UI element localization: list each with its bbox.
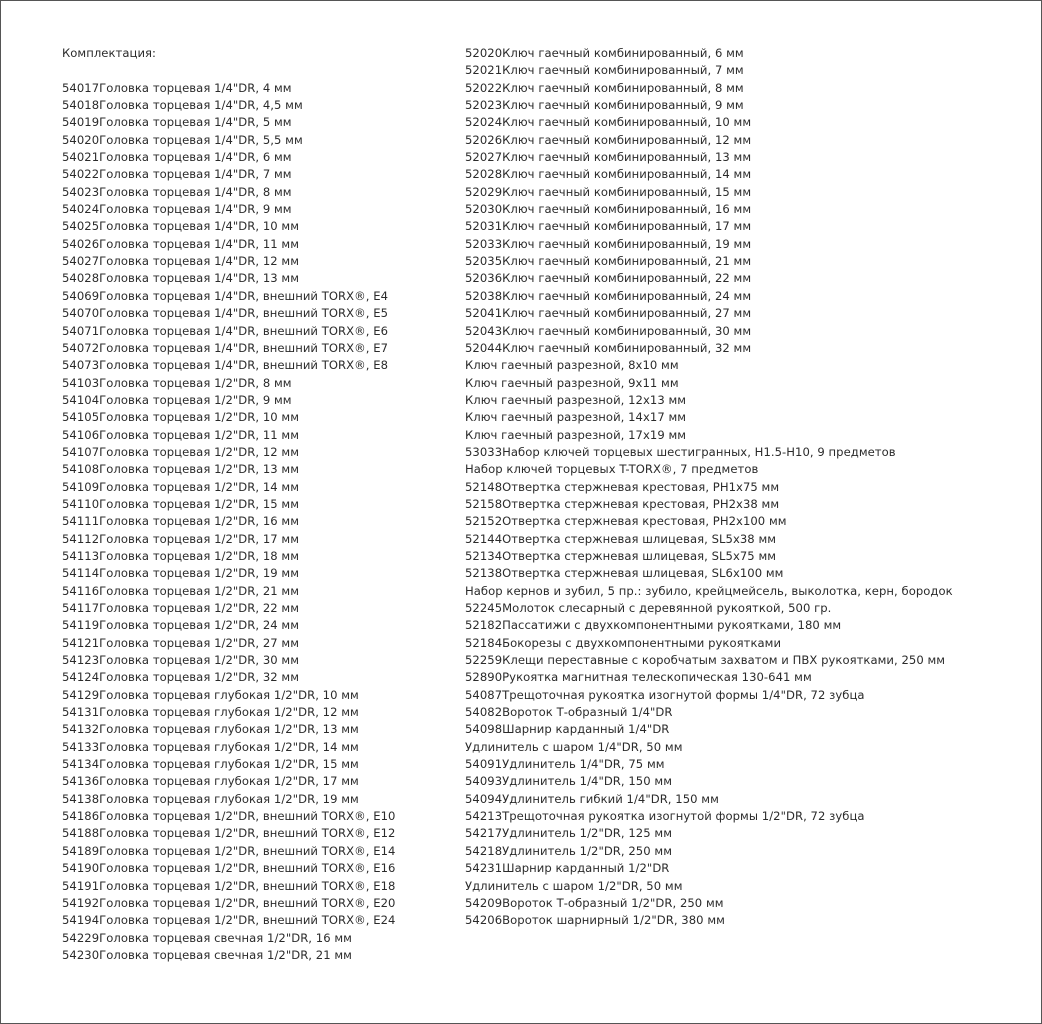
list-item: 54072Головка торцевая 1/4"DR, внешний TORX®, E7 — [62, 340, 389, 355]
list-item: Набор ключей торцевых T-TORX®, 7 предметов — [465, 462, 759, 477]
list-item: 54121Головка торцевая 1/2"DR, 27 мм — [62, 635, 300, 650]
list-item: 52182Пассатижи с двухкомпонентными рукоятками, 180 мм — [465, 618, 842, 633]
list-item: 52259Клещи переставные с коробчатым захватом и ПВХ рукоятками, 250 мм — [465, 653, 946, 668]
list-item: 52030Ключ гаечный комбинированный, 16 мм — [465, 202, 752, 217]
list-item: 54186Головка торцевая 1/2"DR, внешний TORX®, E10 — [62, 809, 396, 824]
list-item: 54188Головка торцевая 1/2"DR, внешний TORX®, E12 — [62, 826, 396, 841]
list-item: 54027Головка торцевая 1/4"DR, 12 мм — [62, 254, 300, 269]
list-item: Набор кернов и зубил, 5 пр.: зубило, крейцмейсель, выколотка, керн, бородок — [465, 583, 953, 598]
list-item: 52031Ключ гаечный комбинированный, 17 мм — [465, 219, 752, 234]
list-item: 54191Головка торцевая 1/2"DR, внешний TORX®, E18 — [62, 878, 396, 893]
list-item: 54133Головка торцевая глубокая 1/2"DR, 14 мм — [62, 739, 359, 754]
list-item: 54119Головка торцевая 1/2"DR, 24 мм — [62, 618, 300, 633]
list-item: Ключ гаечный разрезной, 12x13 мм — [465, 392, 687, 407]
list-item: 54190Головка торцевая 1/2"DR, внешний TORX®, E16 — [62, 861, 396, 876]
list-item: 54230Головка торцевая свечная 1/2"DR, 21 мм — [62, 947, 352, 962]
right-column — [465, 45, 953, 930]
list-item: 52033Ключ гаечный комбинированный, 19 мм — [465, 236, 752, 251]
list-item: 54123Головка торцевая 1/2"DR, 30 мм — [62, 653, 300, 668]
list-item: 54112Головка торцевая 1/2"DR, 17 мм — [62, 531, 300, 546]
list-item: 54023Головка торцевая 1/4"DR, 8 мм — [62, 184, 292, 199]
list-item: 54107Головка торцевая 1/2"DR, 12 мм — [62, 444, 300, 459]
list-item: 54131Головка торцевая глубокая 1/2"DR, 12 мм — [62, 705, 359, 720]
list-item: 54109Головка торцевая 1/2"DR, 14 мм — [62, 479, 300, 494]
list-item: 54106Головка торцевая 1/2"DR, 11 мм — [62, 427, 300, 442]
list-item: 54110Головка торцевая 1/2"DR, 15 мм — [62, 496, 300, 511]
list-item: 54087Трещоточная рукоятка изогнутой формы 1/4"DR, 72 зубца — [465, 687, 865, 702]
list-item: 54192Головка торцевая 1/2"DR, внешний TORX®, E20 — [62, 895, 396, 910]
list-item: 54209Вороток Т-образный 1/2"DR, 250 мм — [465, 895, 724, 910]
list-item: 52152Отвертка стержневая крестовая, PH2x100 мм — [465, 514, 787, 529]
left-item-list — [62, 80, 395, 965]
list-item: 54136Головка торцевая глубокая 1/2"DR, 17 мм — [62, 774, 359, 789]
list-item: 54231Шарнир карданный 1/2"DR — [465, 861, 670, 876]
list-item: 54117Головка торцевая 1/2"DR, 22 мм — [62, 601, 300, 615]
list-item: 54108Головка торцевая 1/2"DR, 13 мм — [62, 462, 300, 477]
list-item: 52029Ключ гаечный комбинированный, 15 мм — [465, 184, 752, 199]
right-item-list — [465, 45, 953, 930]
list-item: 52134Отвертка стержневая шлицевая, SL5x75 мм — [465, 548, 777, 563]
list-item: 54111Головка торцевая 1/2"DR, 16 мм — [62, 514, 300, 529]
list-item: 54094Удлинитель гибкий 1/4"DR, 150 мм — [465, 791, 719, 806]
list-item: 54105Головка торцевая 1/2"DR, 10 мм — [62, 410, 300, 425]
list-item: 52027Ключ гаечный комбинированный, 13 мм — [465, 150, 752, 165]
list-item: 52020Ключ гаечный комбинированный, 6 мм — [465, 46, 744, 60]
list-item: 52184Бокорезы с двухкомпонентными рукоятками — [465, 635, 782, 650]
list-item: 54093Удлинитель 1/4"DR, 150 мм — [465, 774, 672, 789]
list-item: Удлинитель с шаром 1/4"DR, 50 мм — [465, 739, 683, 754]
list-item: Ключ гаечный разрезной, 14x17 мм — [465, 410, 687, 425]
list-item: 54218Удлинитель 1/2"DR, 250 мм — [465, 843, 672, 858]
list-item: 54116Головка торцевая 1/2"DR, 21 мм — [62, 583, 300, 598]
list-item: 52041Ключ гаечный комбинированный, 27 мм — [465, 306, 752, 321]
left-column — [62, 45, 395, 964]
list-item: 54217Удлинитель 1/2"DR, 125 мм — [465, 826, 672, 841]
list-item: 54114Головка торцевая 1/2"DR, 19 мм — [62, 566, 300, 581]
list-item: 52043Ключ гаечный комбинированный, 30 мм — [465, 323, 752, 338]
list-item: 54071Головка торцевая 1/4"DR, внешний TORX®, E6 — [62, 323, 389, 338]
list-item: 54189Головка торцевая 1/2"DR, внешний TORX®, E14 — [62, 843, 396, 858]
list-item: 52148Отвертка стержневая крестовая, PH1x75 мм — [465, 479, 780, 494]
list-item: 52036Ключ гаечный комбинированный, 22 мм — [465, 271, 752, 286]
list-item: 52024Ключ гаечный комбинированный, 10 мм — [465, 115, 752, 130]
list-item: 52044Ключ гаечный комбинированный, 32 мм — [465, 340, 752, 355]
list-item: 53033Набор ключей торцевых шестигранных, H1.5-H10, 9 предметов — [465, 444, 896, 459]
list-item: 54213Трещоточная рукоятка изогнутой формы 1/2"DR, 72 зубца — [465, 809, 865, 824]
list-item: Ключ гаечный разрезной, 9x11 мм — [465, 375, 679, 390]
list-item: 54018Головка торцевая 1/4"DR, 4,5 мм — [62, 98, 303, 113]
list-item: 54025Головка торцевая 1/4"DR, 10 мм — [62, 219, 300, 234]
list-item: 54206Вороток шарнирный 1/2"DR, 380 мм — [465, 913, 725, 928]
list-item: Удлинитель с шаром 1/2"DR, 50 мм — [465, 878, 683, 893]
list-item: 54021Головка торцевая 1/4"DR, 6 мм — [62, 150, 292, 165]
list-item: Ключ гаечный разрезной, 8x10 мм — [465, 358, 679, 373]
list-item: 52026Ключ гаечный комбинированный, 12 мм — [465, 132, 752, 147]
list-item: 52890Рукоятка магнитная телескопическая 130-641 мм — [465, 670, 812, 685]
list-item: 54129Головка торцевая глубокая 1/2"DR, 10 мм — [62, 687, 359, 702]
list-item: 54134Головка торцевая глубокая 1/2"DR, 15 мм — [62, 757, 359, 772]
list-item: 52022Ключ гаечный комбинированный, 8 мм — [465, 80, 744, 95]
list-item: 52023Ключ гаечный комбинированный, 9 мм — [465, 98, 744, 113]
list-item: 54098Шарнир карданный 1/4"DR — [465, 722, 670, 737]
list-item: 52035Ключ гаечный комбинированный, 21 мм — [465, 254, 752, 269]
list-item: 52038Ключ гаечный комбинированный, 24 мм — [465, 288, 752, 303]
list-item: Ключ гаечный разрезной, 17x19 мм — [465, 427, 687, 442]
list-item: 52158Отвертка стержневая крестовая, PH2x38 мм — [465, 496, 780, 511]
list-item: 54022Головка торцевая 1/4"DR, 7 мм — [62, 167, 292, 182]
list-item: 54194Головка торцевая 1/2"DR, внешний TORX®, E24 — [62, 913, 396, 928]
list-item: 54024Головка торцевая 1/4"DR, 9 мм — [62, 202, 292, 217]
list-item: 54229Головка торцевая свечная 1/2"DR, 16 мм — [62, 930, 352, 945]
list-item: 54028Головка торцевая 1/4"DR, 13 мм — [62, 271, 300, 286]
list-item: 54124Головка торцевая 1/2"DR, 32 мм — [62, 670, 300, 685]
list-item: 54069Головка торцевая 1/4"DR, внешний TORX®, E4 — [62, 288, 389, 303]
list-item: 54113Головка торцевая 1/2"DR, 18 мм — [62, 548, 300, 563]
list-item: 54138Головка торцевая глубокая 1/2"DR, 19 мм — [62, 791, 359, 806]
list-item: 54020Головка торцевая 1/4"DR, 5,5 мм — [62, 132, 303, 147]
list-item: 54104Головка торцевая 1/2"DR, 9 мм — [62, 392, 292, 407]
list-item: 52144Отвертка стержневая шлицевая, SL5x38 мм — [465, 531, 777, 546]
list-item: 54073Головка торцевая 1/4"DR, внешний TORX®, E8 — [62, 358, 389, 373]
list-item: 54082Вороток Т-образный 1/4"DR — [465, 705, 673, 720]
list-item: 52028Ключ гаечный комбинированный, 14 мм — [465, 167, 752, 182]
list-item: 52138Отвертка стержневая шлицевая, SL6x100 мм — [465, 566, 784, 581]
list-item: 54103Головка торцевая 1/2"DR, 8 мм — [62, 375, 292, 390]
list-item: 52021Ключ гаечный комбинированный, 7 мм — [465, 63, 744, 78]
list-item: 54019Головка торцевая 1/4"DR, 5 мм — [62, 115, 292, 130]
list-item: 54017Головка торцевая 1/4"DR, 4 мм — [62, 80, 292, 95]
list-item: 54026Головка торцевая 1/4"DR, 11 мм — [62, 236, 300, 251]
list-item: 54070Головка торцевая 1/4"DR, внешний TORX®, E5 — [62, 306, 389, 321]
list-item: 52245Молоток слесарный с деревянной рукояткой, 500 гр. — [465, 601, 832, 615]
heading: Комплектация: — [62, 46, 157, 60]
list-item: 54091Удлинитель 1/4"DR, 75 мм — [465, 757, 665, 772]
list-item: 54132Головка торцевая глубокая 1/2"DR, 13 мм — [62, 722, 359, 737]
